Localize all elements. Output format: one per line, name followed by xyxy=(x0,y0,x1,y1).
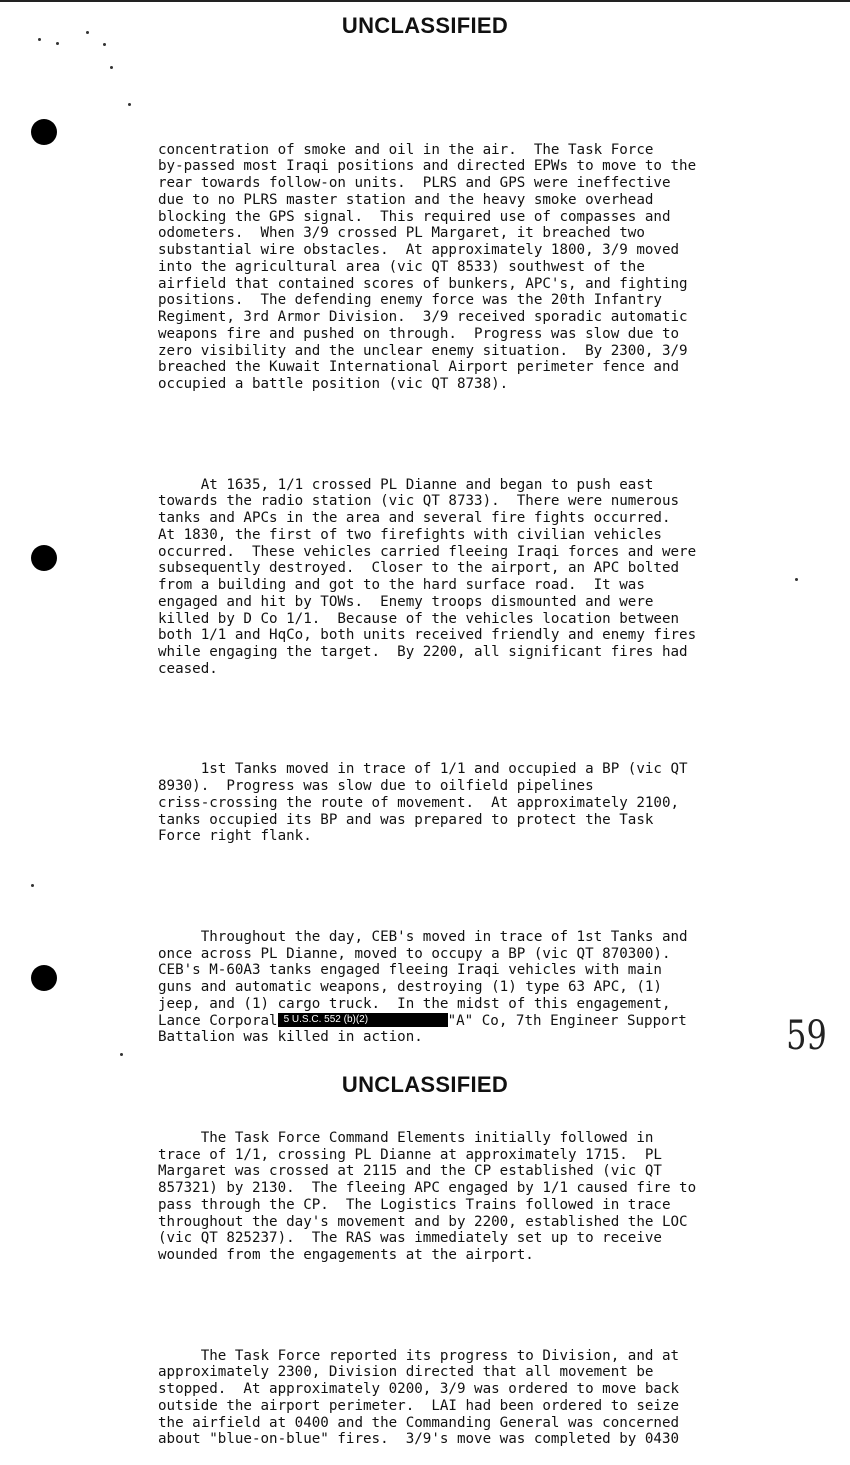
text-line: 1st Tanks moved in trace of 1/1 and occupied a BP (vic QT xyxy=(158,761,688,778)
redacted-line-suffix: "A" Co, 7th Engineer Support xyxy=(447,1012,687,1029)
text-line: Battalion was killed in action. xyxy=(158,1029,423,1046)
text-line: At 1635, 1/1 crossed PL Dianne and began to push east xyxy=(158,476,654,493)
scan-speck xyxy=(128,103,131,106)
scan-speck xyxy=(31,884,34,887)
text-line: 857321) by 2130. The fleeing APC engaged by 1/1 caused fire to xyxy=(158,1180,697,1196)
text-line: jeep, and (1) cargo truck. In the midst of this engagement, xyxy=(158,995,671,1012)
text-line: Throughout the day, CEB's moved in trace of 1st Tanks and xyxy=(158,928,688,945)
text-line: Margaret was crossed at 2115 and the CP established (vic QT xyxy=(158,1163,662,1180)
top-edge-rule xyxy=(0,0,850,2)
text-line: ceased. xyxy=(158,660,218,677)
text-line: positions. The defending enemy force was the 20th Infantry xyxy=(158,292,662,309)
punch-hole xyxy=(31,545,57,571)
text-line: engaged and hit by TOWs. Enemy troops dismounted and were xyxy=(158,593,654,610)
text-line: towards the radio station (vic QT 8733). There were numerous xyxy=(158,493,680,510)
text-line: from a building and got to the hard surface road. It was xyxy=(158,577,645,593)
scan-speck xyxy=(86,31,89,34)
handwritten-page-number: 59 xyxy=(786,1013,827,1059)
text-line: tanks occupied its BP and was prepared to protect the Task xyxy=(158,811,654,828)
text-line: once across PL Dianne, moved to occupy a BP (vic QT 870300). xyxy=(158,945,671,962)
text-line: pass through the CP. The Logistics Trains followed in trace xyxy=(158,1196,671,1213)
text-line: occupied a battle position (vic QT 8738). xyxy=(158,376,509,392)
punch-hole xyxy=(31,119,57,145)
text-line: throughout the day's movement and by 2200, established the LOC xyxy=(158,1213,688,1230)
text-line: outside the airport perimeter. LAI had been ordered to seize xyxy=(158,1397,680,1414)
text-line: rear towards follow-on units. PLRS and GPS were ineffective xyxy=(158,175,671,191)
text-line: subsequently destroyed. Closer to the airport, an APC bolted xyxy=(158,560,680,577)
text-line-redacted xyxy=(158,1013,798,1030)
text-line: approximately 2300, Division directed that all movement be xyxy=(158,1364,654,1381)
text-line: by-passed most Iraqi positions and directed EPWs to move to the xyxy=(158,158,697,175)
text-line: Force right flank. xyxy=(158,828,312,845)
text-line: concentration of smoke and oil in the air. The Task Force xyxy=(158,141,654,158)
paragraph-gap xyxy=(158,1297,798,1314)
text-line: substantial wire obstacles. At approximately 1800, 3/9 moved xyxy=(158,242,680,258)
paragraph-gap xyxy=(158,879,798,896)
paragraph-5 xyxy=(158,1130,798,1264)
text-line: wounded from the engagements at the airport. xyxy=(158,1247,534,1263)
paragraph-gap xyxy=(158,426,798,443)
header-classification-marking: UNCLASSIFIED xyxy=(341,13,509,38)
scan-speck xyxy=(120,1053,123,1056)
text-line: Regiment, 3rd Armor Division. 3/9 received sporadic automatic xyxy=(158,309,688,325)
scan-speck xyxy=(110,66,113,69)
text-line: odometers. When 3/9 crossed PL Margaret, it breached two xyxy=(158,225,645,242)
text-line: about "blue-on-blue" fires. 3/9's move was completed by 0430 xyxy=(158,1431,680,1448)
text-line: The Task Force reported its progress to Division, and at xyxy=(158,1347,680,1364)
redacted-line-prefix: Lance Corporal xyxy=(158,1012,278,1029)
text-line: while engaging the target. By 2200, all significant fires had xyxy=(158,644,688,660)
text-line: At 1830, the first of two firefights with civilian vehicles xyxy=(158,526,662,543)
text-line: due to no PLRS master station and the heavy smoke overhead xyxy=(158,191,654,208)
text-line: The Task Force Command Elements initially followed in xyxy=(158,1129,654,1146)
scan-speck xyxy=(38,38,41,41)
text-line: CEB's M-60A3 tanks engaged fleeing Iraqi vehicles with main xyxy=(158,962,662,979)
text-line: killed by D Co 1/1. Because of the vehicles location between xyxy=(158,610,680,627)
punch-hole xyxy=(31,965,57,991)
text-line: breached the Kuwait International Airport perimeter fence and xyxy=(158,359,680,376)
paragraph-gap xyxy=(158,711,798,728)
text-line: trace of 1/1, crossing PL Dianne at approximately 1715. PL xyxy=(158,1146,662,1163)
footer-classification-marking: UNCLASSIFIED xyxy=(341,1072,509,1097)
paragraph-2 xyxy=(158,477,798,678)
text-line: into the agricultural area (vic QT 8533) southwest of the xyxy=(158,258,645,275)
text-line: criss-crossing the route of movement. At approximately 2100, xyxy=(158,794,680,811)
scan-speck xyxy=(103,43,106,46)
text-line: stopped. At approximately 0200, 3/9 was ordered to move back xyxy=(158,1381,680,1397)
document-body xyxy=(158,108,798,1465)
text-line: the airfield at 0400 and the Commanding General was concerned xyxy=(158,1414,680,1431)
text-line: airfield that contained scores of bunkers, APC's, and fighting xyxy=(158,275,688,292)
paragraph-3 xyxy=(158,761,798,845)
paragraph-1 xyxy=(158,142,798,393)
text-line: tanks and APCs in the area and several fire fights occurred. xyxy=(158,510,671,526)
text-line: occurred. These vehicles carried fleeing Iraqi forces and were xyxy=(158,543,697,560)
text-line: guns and automatic weapons, destroying (1) type 63 APC, (1) xyxy=(158,979,662,995)
text-line: both 1/1 and HqCo, both units received friendly and enemy fires xyxy=(158,627,697,644)
paragraph-4 xyxy=(158,929,798,1046)
text-line: weapons fire and pushed on through. Progress was slow due to xyxy=(158,325,680,342)
text-line: zero visibility and the unclear enemy situation. By 2300, 3/9 xyxy=(158,342,688,359)
redaction-block: 5 U.S.C. 552 (b)(2) xyxy=(278,1013,448,1027)
text-line: (vic QT 825237). The RAS was immediately set up to receive xyxy=(158,1230,662,1247)
text-line: blocking the GPS signal. This required use of compasses and xyxy=(158,208,671,225)
paragraph-6 xyxy=(158,1348,798,1449)
text-line: 8930). Progress was slow due to oilfield pipelines xyxy=(158,778,594,794)
scan-speck xyxy=(56,42,59,45)
